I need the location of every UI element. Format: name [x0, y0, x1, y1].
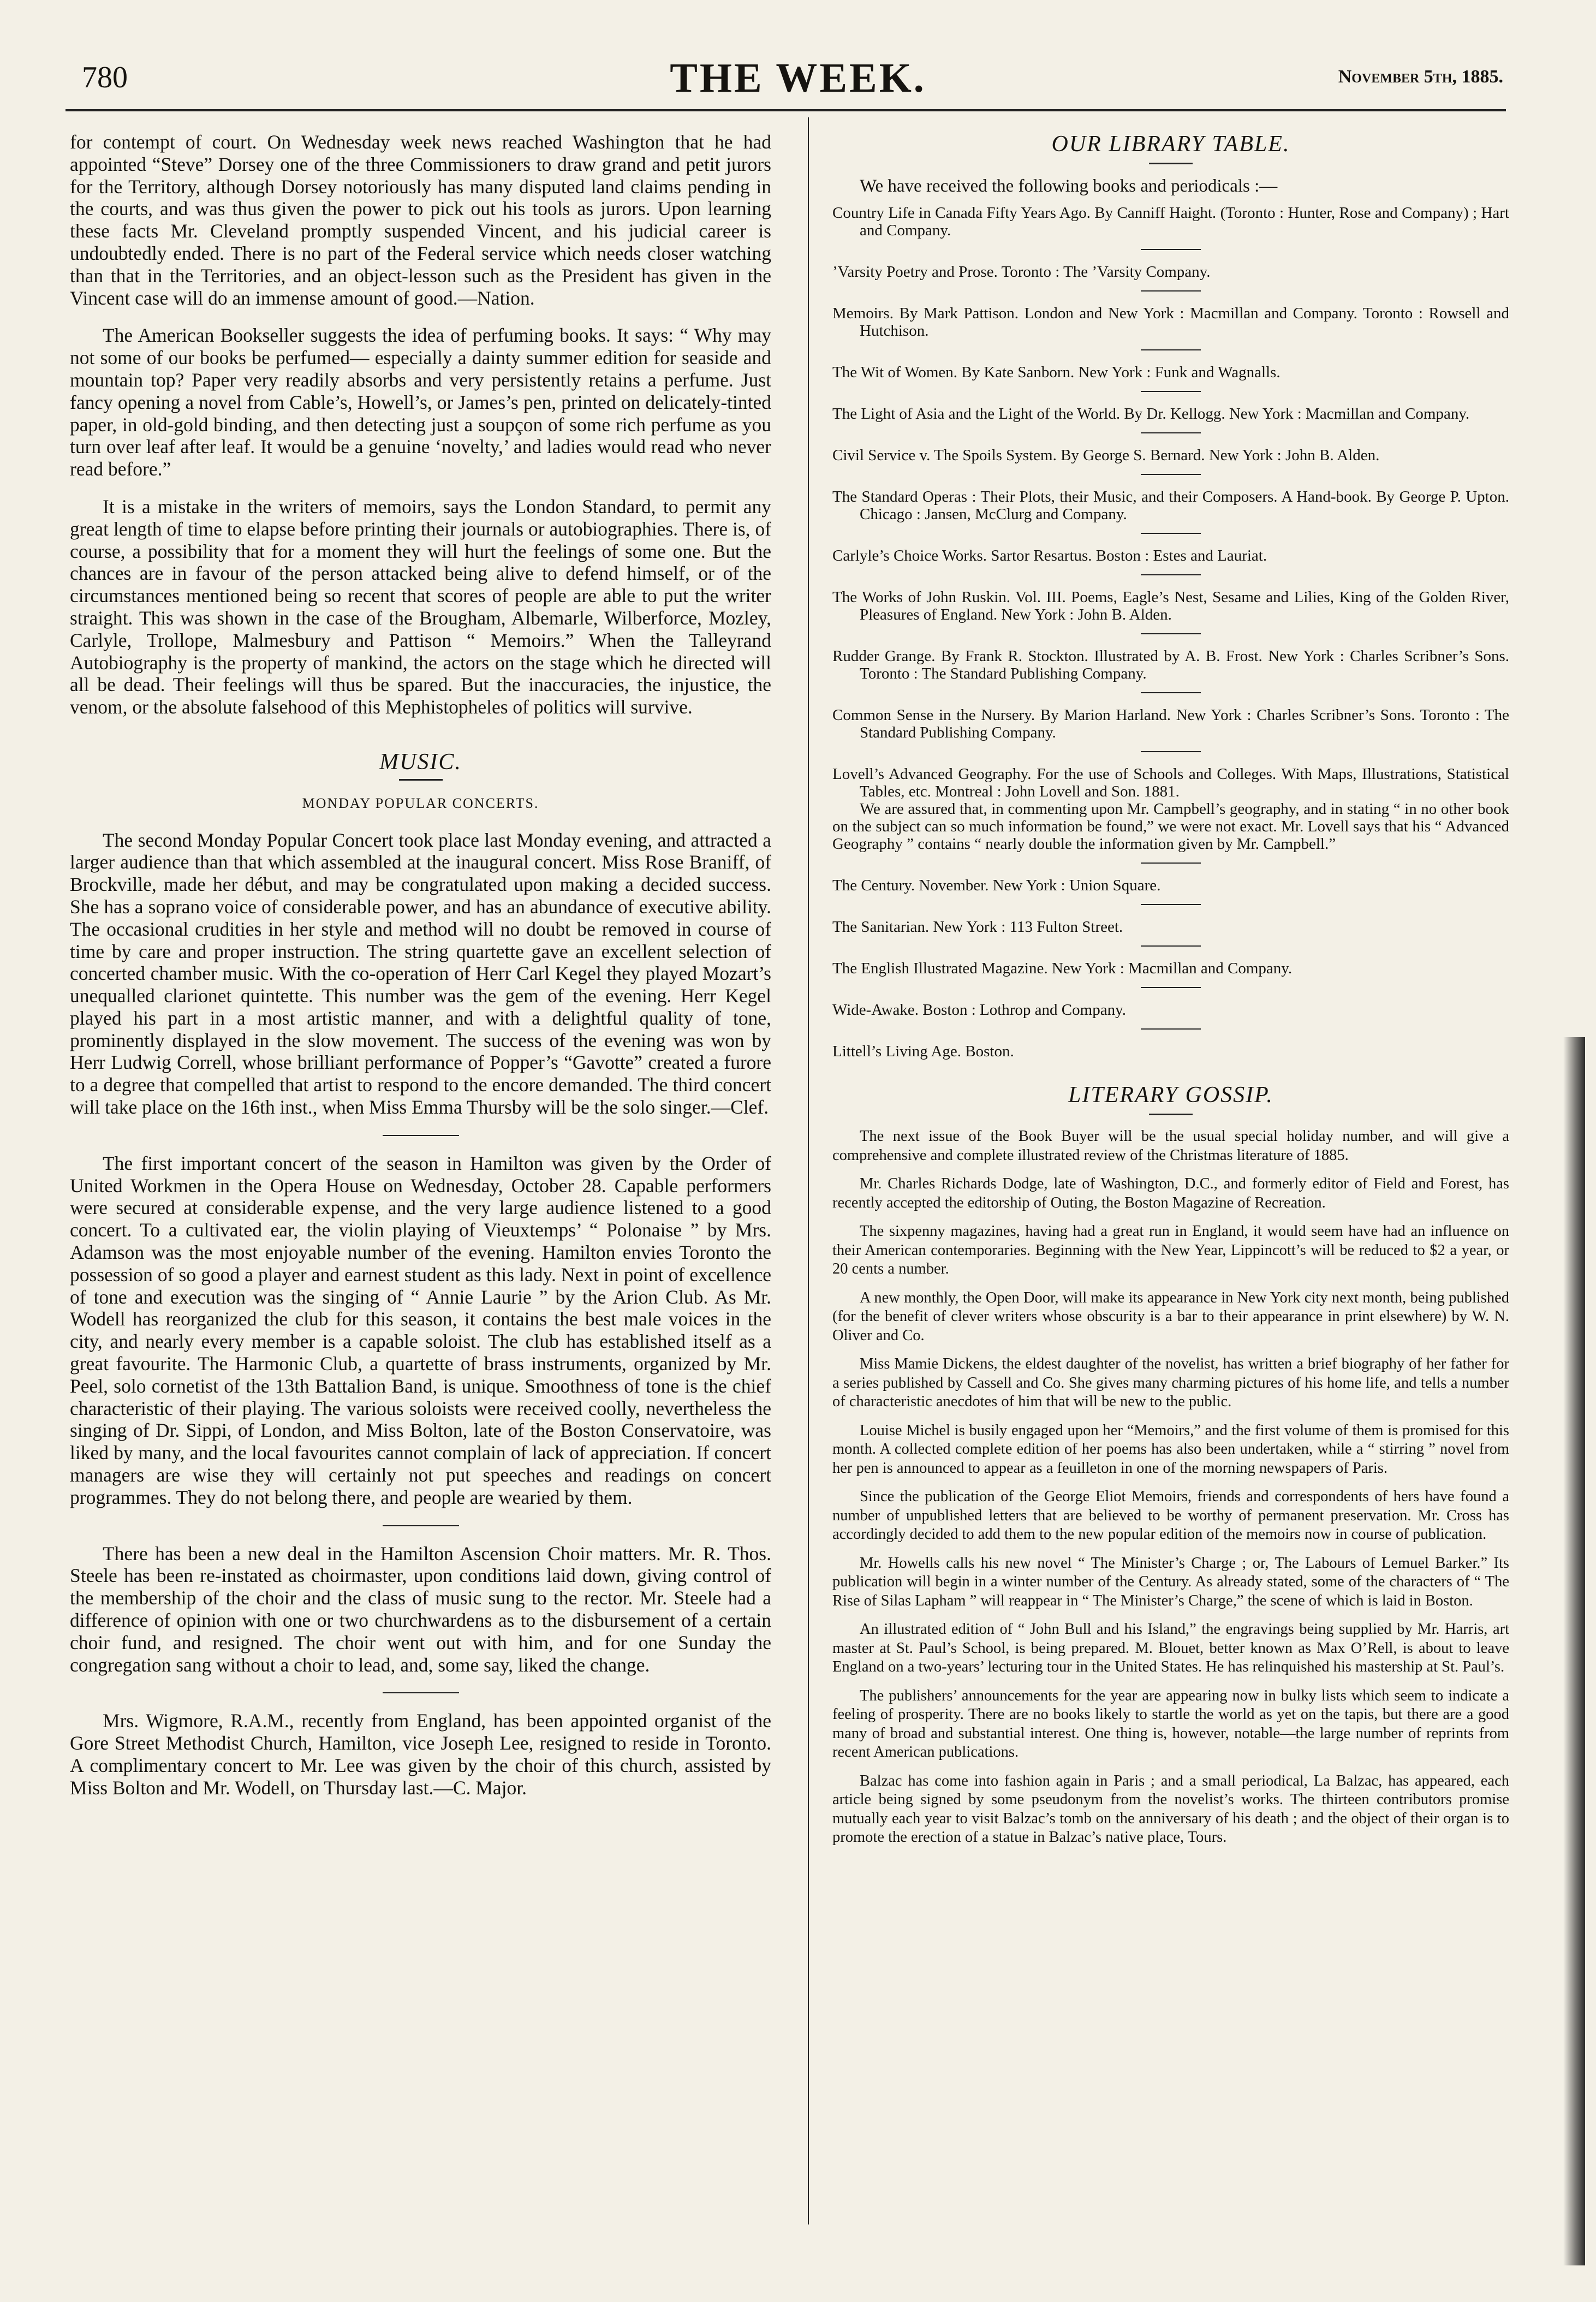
- book-entry: ’Varsity Poetry and Prose. Toronto : The ’Varsity Company.: [832, 263, 1211, 281]
- entry-rule: [1141, 474, 1201, 475]
- section-rule: [399, 779, 443, 781]
- gossip-paragraph: Mr. Howells calls his new novel “ The Minister’s Charge ; or, The Labours of Lemuel Barker.” Its publication will begin in a winter number of the Century. As already stated, some of the characters of “ The Rise of Silas Lapham ” will reappear in “ The Minister’s Charge,” the scene of which is laid in Boston.: [832, 1554, 1509, 1609]
- periodicals-list: [832, 877, 1509, 1060]
- separator-rule: [383, 1135, 459, 1136]
- entry-rule: [1141, 862, 1201, 864]
- book-entry: The Wit of Women. By Kate Sanborn. New York : Funk and Wagnalls.: [832, 364, 1281, 381]
- gossip-paragraph: Mr. Charles Richards Dodge, late of Washington, D.C., and formerly editor of Field and Forest, has recently accepted the editorship of Outing, the Boston Magazine of Recreation.: [832, 1175, 1509, 1211]
- gossip-paragraph: Miss Mamie Dickens, the eldest daughter of the novelist, has written a brief biography of her father for a series published by Cassell and Co. She gives many charming pictures of his home life, and tells a number of characteristic anecdotes of him that will be new to the public.: [832, 1355, 1509, 1410]
- music-subtitle: MONDAY POPULAR CONCERTS.: [302, 795, 539, 811]
- entry-rule: [1141, 1028, 1201, 1030]
- entry-rule: [1141, 633, 1201, 634]
- periodical-entry: The English Illustrated Magazine. New York : Macmillan and Company.: [832, 960, 1293, 977]
- entry-rule: [1141, 391, 1201, 392]
- header-rule: [65, 109, 1506, 111]
- library-intro: We have received the following books and periodicals :—: [860, 176, 1278, 196]
- gossip-paragraph: Balzac has come into fashion again in Paris ; and a small periodical, La Balzac, has appeared, each article being signed by some pseudonym from the novelist’s works. The thirteen contributors promise mutually each year to visit Balzac’s tomb on the anniversary of his death ; and the object of their organ is to promote the erection of a statue in Balzac’s native place, Tours.: [832, 1772, 1509, 1846]
- entry-rule: [1141, 533, 1201, 534]
- music-paragraph: Mrs. Wigmore, R.A.M., recently from England, has been appointed organist of the Gore Street Methodist Church, Hamilton, vice Joseph Lee, resigned to reside in Toronto. A complimentary concert to Mr. Lee was given by the choir of this church, assisted by Miss Bolton and Mr. Wodell, on Thursday last.—C. Major.: [70, 1710, 771, 1799]
- column-divider: [808, 117, 809, 2224]
- page-header: [0, 0, 1596, 109]
- section-rule: [1149, 163, 1193, 164]
- book-entry: Rudder Grange. By Frank R. Stockton. Illustrated by A. B. Frost. New York : Charles Scribner’s Sons. Toronto : The Standard Publishing Company.: [832, 647, 1509, 682]
- book-entry: Memoirs. By Mark Pattison. London and New York : Macmillan and Company. Toronto : Rowsell and Hutchison.: [832, 305, 1509, 340]
- music-paragraph: The first important concert of the season in Hamilton was given by the Order of United Workmen in the Opera House on Wednesday, October 28. Capable performers were secured at considerable expense, and the very large audience listened to a good concert. To a cultivated ear, the violin playing of Vieuxtemps’ “ Polonaise ” by Mrs. Adamson was the most enjoyable number of the evening. Hamilton envies Toronto the possession of so good a player and earnest student as this lady. Next in point of excellence of tone and execution was the singing of “ Annie Laurie ” by the Arion Club. As Mr. Wodell has reorganized the club for this season, it contains the best male voices in the city, and nearly every member is a capable soloist. The club has established itself as a great favourite. The Harmonic Club, a quartette of brass instruments, organized by Mr. Peel, solo cornetist of the 13th Battalion Band, is unique. Smoothness of tone is the chief characteristic of their playing. The various soloists were received coolly, nevertheless the singing of Dr. Sippi, of London, and Miss Bolton, late of the Boston Conservatoire, was liked by many, and the local favourites cannot complain of lack of appreciation. If concert managers are wise they will certainly not put speeches and readings on concert programmes. They do not belong there, and people are wearied by them.: [70, 1152, 771, 1508]
- gossip-paragraph: A new monthly, the Open Door, will make its appearance in New York city next month, being published (for the benefit of clever writers whose obscurity is a bar to their appearance in print elsewhere) by W. N. Oliver and Co.: [832, 1289, 1509, 1344]
- gossip-paragraph: The next issue of the Book Buyer will be the usual special holiday number, and will give a comprehensive and complete illustrated review of the Christmas literature of 1885.: [832, 1128, 1509, 1164]
- periodical-entry: The Century. November. New York : Union Square.: [832, 877, 1161, 894]
- entry-rule: [1141, 432, 1201, 433]
- section-rule: [1149, 1114, 1193, 1115]
- entry-rule: [1141, 692, 1201, 693]
- masthead-title: THE WEEK.: [670, 55, 926, 101]
- music-section-title: MUSIC.: [379, 749, 462, 775]
- gossip-paragraph: Louise Michel is busily engaged upon her “Memoirs,” and the first volume of them is promised for this month. A collected complete edition of her poems has also been undertaken, while a “ stirring ” novel from her pen is announced to appear as a feuilleton in one of the morning newspapers of Paris.: [832, 1421, 1509, 1477]
- periodical-entry: Littell’s Living Age. Boston.: [832, 1043, 1014, 1060]
- separator-rule: [383, 1692, 459, 1693]
- gossip-paragraph: The sixpenny magazines, having had a great run in England, it would seem have had an influence on their American contemporaries. Beginning with the New Year, Lippincott’s will be reduced to $2 a year, or 20 cents a number.: [832, 1223, 1509, 1277]
- periodical-entry: The Sanitarian. New York : 113 Fulton Street.: [832, 918, 1123, 936]
- gossip-list: [832, 1127, 1509, 1847]
- entry-rule: [1141, 945, 1201, 947]
- page-number: 780: [82, 61, 128, 94]
- lovell-note: We are assured that, in commenting upon Mr. Campbell’s geography, and in stating “ in no other book on the subject can so much information be found,” we were not exact. Mr. Lovell says that his “ Advanced Geography ” contains “ nearly double the information given by Mr. Campbell.”: [832, 800, 1509, 853]
- entry-rule: [1141, 249, 1201, 250]
- music-paragraph: The second Monday Popular Concert took place last Monday evening, and attracted a larger audience than that which assembled at the inaugural concert. Miss Rose Braniff, of Brockville, made her début, and may be congratulated upon making a decided success. She has a soprano voice of considerable power, and has an abundance of executive ability. The occasional crudities in her style and method will no doubt be removed in course of time by care and proper instruction. The string quartette gave an excellent selection of concerted chamber music. With the co-operation of Herr Carl Kegel they played Mozart’s unequalled clarionet quintette. This number was the gem of the evening. Herr Kegel played his part in a most artistic manner, and with a delightful quality of tone, prominently displayed in the slow movement. The success of the evening was won by Herr Ludwig Correll, whose brilliant performance of Popper’s “Gavotte” created a furore to a degree that compelled that artist to respond to the encore demanded. The third concert will take place on the 16th inst., when Miss Emma Thursby will be the solo singer.—Clef.: [70, 829, 771, 1119]
- gossip-paragraph: Since the publication of the George Eliot Memoirs, friends and correspondents of hers have found a number of unpublished letters that are believed to be worthy of permanent preservation. Mr. Cross has accordingly decided to add them to the new popular edition of the memoirs now in course of publication.: [832, 1488, 1509, 1543]
- book-entry: Civil Service v. The Spoils System. By George S. Bernard. New York : John B. Alden.: [832, 447, 1380, 464]
- periodical-entry: Wide-Awake. Boston : Lothrop and Company.: [832, 1001, 1126, 1019]
- article-paragraph: The American Bookseller suggests the idea of perfuming books. It says: “ Why may not some of our books be perfumed— especially a dainty summer edition for seaside and mountain top? Paper very readily absorbs and very persistently retains a perfume. Just fancy opening a novel from Cable’s, Howell’s, or James’s pen, printed on delicately-tinted paper, in old-gold binding, and then detecting just a soupçon of some rich perfume as you turn over leaf after leaf. It would be a genuine ‘novelty,’ and ladies would read who never read before.”: [70, 324, 771, 480]
- separator-rule: [383, 1525, 459, 1526]
- book-entry: The Light of Asia and the Light of the World. By Dr. Kellogg. New York : Macmillan and Company.: [832, 405, 1470, 423]
- book-entry: The Works of John Ruskin. Vol. III. Poems, Eagle’s Nest, Sesame and Lilies, King of the Golden River, Pleasures of England. New York : John B. Alden.: [832, 588, 1509, 623]
- issue-date: November 5th, 1885.: [1338, 67, 1503, 87]
- book-entry: Carlyle’s Choice Works. Sartor Resartus. Boston : Estes and Lauriat.: [832, 547, 1267, 564]
- gossip-paragraph: The publishers’ announcements for the year are appearing now in bulky lists which seem to indicate a feeling of prosperity. There are no books likely to startle the world as yet on the tapis, but there are a good many of broad and substantial interest. One thing is, however, notable—the large number of reprints from recent American publications.: [832, 1687, 1509, 1760]
- book-entry: Common Sense in the Nursery. By Marion Harland. New York : Charles Scribner’s Sons. Toronto : The Standard Publishing Company.: [832, 706, 1509, 741]
- book-entry: Lovell’s Advanced Geography. For the use of Schools and Colleges. With Maps, Illustrations, Statistical Tables, etc. Montreal : John Lovell and Son. 1881.: [832, 765, 1509, 800]
- left-column: [70, 131, 771, 1799]
- music-paragraph: There has been a new deal in the Hamilton Ascension Choir matters. Mr. R. Thos. Steele has been re-instated as choirmaster, upon conditions laid down, giving control of the membership of the choir and the class of music sung to the rector. Mr. Steele had a difference of opinion with one or two churchwardens as to the disbursement of a certain choir fund, and resigned. The choir went out with him, and for one Sunday the congregation sang without a choir to lead, and, some say, liked the change.: [70, 1542, 771, 1676]
- entry-rule: [1141, 290, 1201, 292]
- book-entry: The Standard Operas : Their Plots, their Music, and their Composers. A Hand-book. By George P. Upton. Chicago : Jansen, McClurg and Company.: [832, 488, 1509, 523]
- book-entry: Country Life in Canada Fifty Years Ago. By Canniff Haight. (Toronto : Hunter, Rose and Company) ; Hart and Company.: [832, 204, 1509, 239]
- entry-rule: [1141, 751, 1201, 752]
- binding-shadow: [1563, 1037, 1585, 2265]
- article-paragraph: It is a mistake in the writers of memoirs, says the London Standard, to permit any great length of time to elapse before printing their journals or autobiographies. There is, of course, a possibility that for a moment they will hurt the feelings of some one. But the chances are in favour of the person attacked being alive to defend himself, or of the circumstances mentioned being so recent that scores of people are able to put the writer straight. This was shown in the case of the Brougham, Albemarle, Wilberforce, Mozley, Carlyle, Trollope, Malmesbury and Pattison “ Memoirs.” When the Talleyrand Autobiography is the property of mankind, the actors on the stage which he directed will all be dead. Their feelings will thus be spared. But the inaccuracies, the injustice, the venom, or the absolute falsehood of this Mephistopheles of politics will survive.: [70, 495, 771, 718]
- gossip-section-title: LITERARY GOSSIP.: [1068, 1082, 1273, 1108]
- library-section-title: OUR LIBRARY TABLE.: [1051, 132, 1290, 157]
- books-list: [832, 204, 1509, 800]
- entry-rule: [1141, 349, 1201, 350]
- article-paragraph: for contempt of court. On Wednesday week news reached Washington that he had appointed “Steve” Dorsey one of the three Commissioners to draw grand and petit jurors for the Territory, although Dorsey notoriously has many disputed land claims pending in the courts, and was thus given the power to pick out his tools as jurors. Upon learning these facts Mr. Cleveland promptly suspended Vincent, and his judicial career is undoubtedly ended. There is no part of the Federal service which needs closer watching than that in the Territories, and an object-lesson such as the President has given in the Vincent case will do an immense amount of good.—Nation.: [70, 131, 771, 309]
- entry-rule: [1141, 904, 1201, 905]
- gossip-paragraph: An illustrated edition of “ John Bull and his Island,” the engravings being supplied by Mr. Harris, art master at St. Paul’s School, is being prepared. M. Blouet, better known as Max O’Rell, is about to leave England on a two-years’ lecturing tour in the United States. He has relinquished his mastership at St. Paul’s.: [832, 1621, 1509, 1675]
- entry-rule: [1141, 987, 1201, 988]
- entry-rule: [1141, 574, 1201, 575]
- right-column: [832, 131, 1509, 1857]
